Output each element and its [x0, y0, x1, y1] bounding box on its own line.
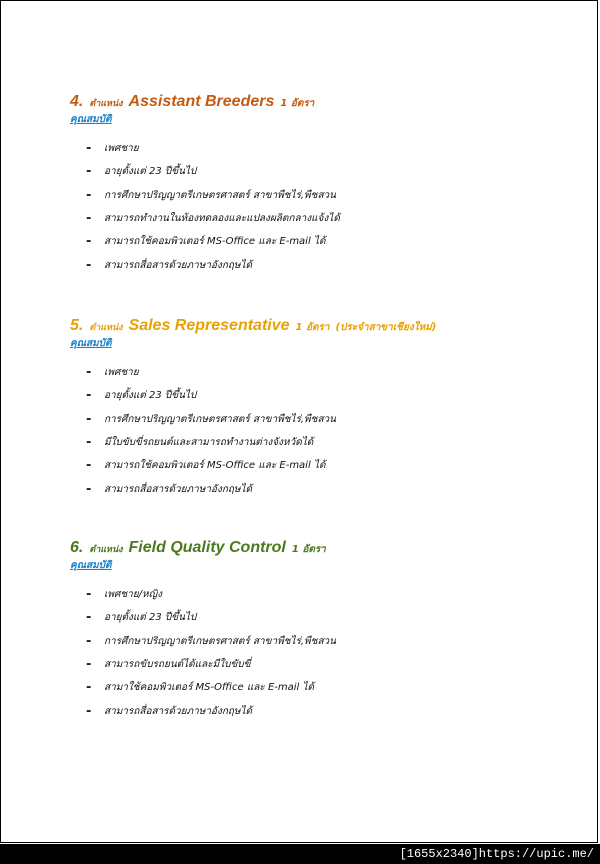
dash-bullet-icon: -	[86, 141, 92, 157]
list-item: - อายุตั้งแต่ 23 ปีขึ้นไป	[86, 610, 197, 626]
image-caption: [1655x2340]https://upic.me/	[399, 847, 594, 861]
dash-bullet-icon: -	[86, 257, 92, 273]
job-section-4	[70, 94, 570, 277]
job-title-5	[70, 318, 570, 334]
dash-bullet-icon: -	[86, 610, 92, 626]
dash-bullet-icon: -	[86, 703, 92, 719]
list-item: - สามารถสื่อสารด้วยภาษาอังกฤษได้	[86, 257, 253, 273]
position-label: ตำแหน่ง	[89, 545, 123, 555]
position-name: Field Quality Control	[128, 539, 286, 556]
list-item: - เพศชาย	[86, 141, 139, 157]
requirement-list	[86, 361, 570, 501]
dash-bullet-icon: -	[86, 481, 92, 497]
position-name: Assistant Breeders	[128, 93, 275, 110]
requirement-list	[86, 137, 570, 277]
dash-bullet-icon: -	[86, 657, 92, 673]
dash-bullet-icon: -	[86, 587, 92, 603]
requirement-list	[86, 583, 570, 723]
job-section-6	[70, 540, 570, 723]
dash-bullet-icon: -	[86, 234, 92, 250]
list-item: - สามารถใช้คอมพิวเตอร์ MS-Office และ E-mail ได้	[86, 234, 326, 250]
list-item: - การศึกษาปริญญาตรีเกษตรศาสตร์ สาขาพืชไร่,พืชสวน	[86, 187, 336, 203]
rate-count: 1 อัตรา	[295, 322, 330, 333]
job-number: 6.	[70, 539, 84, 556]
list-item: - อายุตั้งแต่ 23 ปีขึ้นไป	[86, 164, 197, 180]
list-item: - สามารถใช้คอมพิวเตอร์ MS-Office และ E-mail ได้	[86, 458, 326, 474]
position-label: ตำแหน่ง	[89, 323, 123, 333]
position-label: ตำแหน่ง	[89, 99, 123, 109]
list-item: - สามาใช้คอมพิวเตอร์ MS-Office และ E-mail ได้	[86, 680, 315, 696]
dash-bullet-icon: -	[86, 633, 92, 649]
rate-count: 1 อัตรา	[291, 544, 326, 555]
job-title-4	[70, 94, 570, 110]
rate-count: 1 อัตรา	[280, 98, 315, 109]
list-item: - สามารถทำงานในห้องทดลองและแปลงผลิตกลางแจ้งได้	[86, 211, 340, 227]
dash-bullet-icon: -	[86, 680, 92, 696]
dash-bullet-icon: -	[86, 458, 92, 474]
dash-bullet-icon: -	[86, 365, 92, 381]
dash-bullet-icon: -	[86, 411, 92, 427]
dash-bullet-icon: -	[86, 211, 92, 227]
list-item: - เพศชาย/หญิง	[86, 587, 162, 603]
list-item: - มีใบขับขี่รถยนต์และสามารถทำงานต่างจังหวัดได้	[86, 435, 314, 451]
job-number: 5.	[70, 317, 84, 334]
job-title-6	[70, 540, 570, 556]
list-item: - อายุตั้งแต่ 23 ปีขึ้นไป	[86, 388, 197, 404]
dash-bullet-icon: -	[86, 435, 92, 451]
qualification-heading: คุณสมบัติ	[70, 338, 112, 349]
list-item: - สามารถสื่อสารด้วยภาษาอังกฤษได้	[86, 703, 253, 719]
job-section-5	[70, 318, 570, 501]
qualification-heading: คุณสมบัติ	[70, 114, 112, 125]
branch-note: (ประจำสาขาเชียงใหม่)	[335, 322, 437, 333]
dash-bullet-icon: -	[86, 388, 92, 404]
list-item: - การศึกษาปริญญาตรีเกษตรศาสตร์ สาขาพืชไร่,พืชสวน	[86, 411, 336, 427]
position-name: Sales Representative	[128, 317, 290, 334]
job-number: 4.	[70, 93, 84, 110]
list-item: - เพศชาย	[86, 365, 139, 381]
image-caption-bar	[0, 844, 600, 864]
dash-bullet-icon: -	[86, 164, 92, 180]
list-item: - การศึกษาปริญญาตรีเกษตรศาสตร์ สาขาพืชไร่,พืชสวน	[86, 633, 336, 649]
dash-bullet-icon: -	[86, 187, 92, 203]
list-item: - สามารถขับรถยนต์ได้และมีใบขับขี่	[86, 657, 251, 673]
qualification-heading: คุณสมบัติ	[70, 560, 112, 571]
list-item: - สามารถสื่อสารด้วยภาษาอังกฤษได้	[86, 481, 253, 497]
